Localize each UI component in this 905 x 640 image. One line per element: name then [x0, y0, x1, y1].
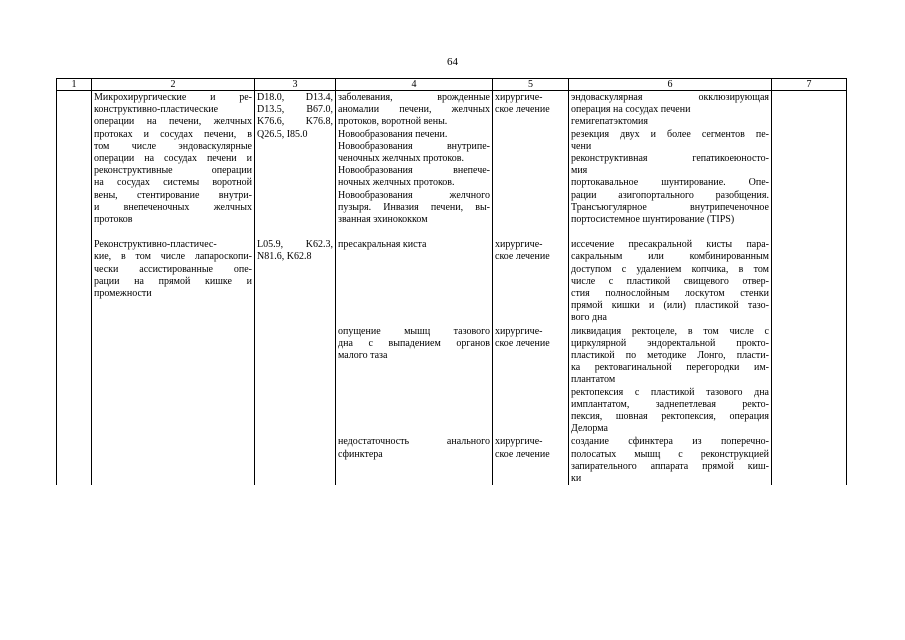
cell-line: пузыря. Инвазия печени, вы-	[338, 201, 490, 213]
cell-line: ки	[571, 473, 582, 485]
spacer-cell	[493, 226, 569, 238]
cell-treatment-method	[569, 325, 772, 436]
cell-line: полосатых мышц с реконструкцией	[571, 448, 769, 460]
cell-line: резекция двух и более сегментов пе-	[571, 128, 769, 140]
cell-icd-codes	[255, 91, 336, 227]
cell-line: реконструктивные операции	[94, 165, 252, 177]
cell-line: Новообразования печени.	[338, 128, 448, 140]
cell-procedure-group	[92, 238, 255, 485]
spacer-cell	[569, 226, 772, 238]
column-header-7: 7	[772, 79, 847, 91]
cell-line: ночных желчных протоков.	[338, 177, 455, 189]
cell-line: ка ректовагинальной перегородки им-	[571, 362, 769, 374]
cell-treatment-type	[493, 238, 569, 324]
cell-line: на сосудах системы воротной	[94, 177, 252, 189]
table-row	[57, 238, 847, 324]
cell-line: L05.9, K62.3,	[257, 239, 333, 251]
spacer-cell	[255, 226, 336, 238]
cell-line: ское лечение	[495, 251, 550, 263]
cell-diagnosis	[336, 238, 493, 324]
column-header-2: 2	[92, 79, 255, 91]
procedures-table	[56, 78, 847, 485]
table-row	[57, 91, 847, 227]
cell-line: запирательного аппарата прямой киш-	[571, 460, 769, 472]
cell-line: Новообразования внутрипе-	[338, 140, 490, 152]
cell-line: рации на прямой кишке и	[94, 275, 252, 287]
cell-diagnosis	[336, 91, 493, 227]
cell-line: ректопексия с пластикой тазового дна	[571, 386, 769, 398]
cell-line: операции на печени, желчных	[94, 116, 252, 128]
cell-line: D13.5, B67.0,	[257, 104, 333, 116]
cell-line: Q26.5, I85.0	[257, 128, 308, 140]
cell-procedure-group	[92, 91, 255, 227]
cell-line: числе с пластикой свищевого отвер-	[571, 275, 769, 287]
cell-line: протоков, воротной вены.	[338, 116, 448, 128]
cell-line: недостаточность анального	[338, 436, 490, 448]
spacer-cell	[336, 226, 493, 238]
cell-line: ское лечение	[495, 337, 550, 349]
column-header-3: 3	[255, 79, 336, 91]
page-number: 64	[447, 56, 458, 68]
cell-line: Реконструктивно-пластичес-	[94, 239, 217, 251]
cell-line: эндоваскулярная окклюзирующая	[571, 92, 769, 103]
spacer-cell	[772, 226, 847, 238]
cell-treatment-method	[569, 238, 772, 324]
cell-icd-codes	[255, 238, 336, 485]
cell-line: хирургиче-	[495, 436, 543, 448]
cell-line: том числе эндоваскулярные	[94, 140, 252, 152]
cell-treatment-method	[569, 435, 772, 485]
cell-diagnosis	[336, 435, 493, 485]
cell-line: и внепеченочных желчных	[94, 201, 252, 213]
cell-line: дна с выпадением органов	[338, 337, 490, 349]
cell-line: рации азигопортального разобщения.	[571, 189, 769, 201]
cell-line: аномалии печени, желчных	[338, 104, 490, 116]
header-row	[57, 79, 847, 91]
cell-number	[57, 435, 92, 485]
cell-line: Трансъюгулярное внутрипеченочное	[571, 201, 769, 213]
spacer-cell	[57, 226, 92, 238]
cell-line: Новообразования желчного	[338, 189, 490, 201]
cell-number	[57, 238, 92, 324]
cell-line: ское лечение	[495, 448, 550, 460]
cell-treatment-type	[493, 325, 569, 436]
column-header-5: 5	[493, 79, 569, 91]
cell-line: плантатом	[571, 374, 616, 386]
cell-line: конструктивно-пластические	[94, 104, 219, 116]
cell-line: K76.6, K76.8,	[257, 116, 333, 128]
cell-line: протоков	[94, 214, 133, 226]
cell-line: D18.0, D13.4,	[257, 92, 333, 103]
cell-line: прямой кишки и (или) пластикой тазо-	[571, 300, 769, 312]
cell-line: сфинктера	[338, 448, 383, 460]
cell-line: опущение мышц тазового	[338, 325, 490, 337]
cell-line: гемигепатэктомия	[571, 116, 648, 128]
cell-line: иссечение пресакральной кисты пара-	[571, 239, 769, 251]
cell-line: Делорма	[571, 423, 608, 435]
cell-line: операции на сосудах печени и	[94, 153, 252, 165]
cell-line: хирургиче-	[495, 92, 543, 103]
cell-line: Новообразования внепече-	[338, 165, 490, 177]
cell-line: Микрохирургические и ре-	[94, 92, 252, 103]
cell-line: промежности	[94, 288, 152, 300]
cell-line: вого дна	[571, 312, 607, 324]
column-header-4: 4	[336, 79, 493, 91]
cell-notes	[772, 238, 847, 324]
cell-line: пластикой по методике Лонго, пласти-	[571, 350, 769, 362]
cell-line: чески ассистированные опе-	[94, 263, 252, 275]
cell-line: доступом с удалением копчика, в том	[571, 263, 769, 275]
cell-line: пресакральная киста	[338, 239, 427, 251]
cell-diagnosis	[336, 325, 493, 436]
cell-line: мия	[571, 165, 588, 177]
column-header-1: 1	[57, 79, 92, 91]
cell-line: ченочных желчных протоков.	[338, 153, 464, 165]
cell-number	[57, 325, 92, 436]
cell-line: чени	[571, 140, 592, 152]
cell-line: протоках и сосудах печени, в	[94, 128, 252, 140]
cell-line: портокавальное шунтирование. Опе-	[571, 177, 769, 189]
cell-line: N81.6, K62.8	[257, 251, 312, 263]
cell-notes	[772, 91, 847, 227]
cell-treatment-type	[493, 91, 569, 227]
cell-line: ское лечение	[495, 104, 550, 116]
cell-line: имплантатом, заднепетлевая ректо-	[571, 398, 769, 410]
cell-line: хирургиче-	[495, 325, 543, 337]
cell-line: реконструктивная гепатикоеюносто-	[571, 153, 769, 165]
cell-line: создание сфинктера из поперечно-	[571, 436, 769, 448]
cell-line: малого таза	[338, 350, 388, 362]
cell-line: портосистемное шунтирование (TIPS)	[571, 214, 735, 226]
cell-line: хирургиче-	[495, 239, 543, 251]
cell-line: сакральным или комбинированным	[571, 251, 769, 263]
cell-treatment-method	[569, 91, 772, 227]
cell-line: операция на сосудах печени	[571, 104, 691, 116]
row-spacer	[57, 226, 847, 238]
cell-line: ликвидация ректоцеле, в том числе с	[571, 325, 769, 337]
cell-line: заболевания, врожденные	[338, 92, 490, 103]
cell-line: кие, в том числе лапароскопи-	[94, 251, 252, 263]
cell-notes	[772, 325, 847, 436]
spacer-cell	[92, 226, 255, 238]
cell-line: пексия, шовная ректопексия, операция	[571, 411, 769, 423]
cell-line: циркулярной эндоректальной прокто-	[571, 337, 769, 349]
cell-number	[57, 91, 92, 227]
cell-line: вены, стентирование внутри-	[94, 189, 252, 201]
column-header-6: 6	[569, 79, 772, 91]
cell-treatment-type	[493, 435, 569, 485]
cell-line: званная эхинококком	[338, 214, 428, 226]
cell-line: стия полнослойным лоскутом стенки	[571, 288, 769, 300]
cell-notes	[772, 435, 847, 485]
